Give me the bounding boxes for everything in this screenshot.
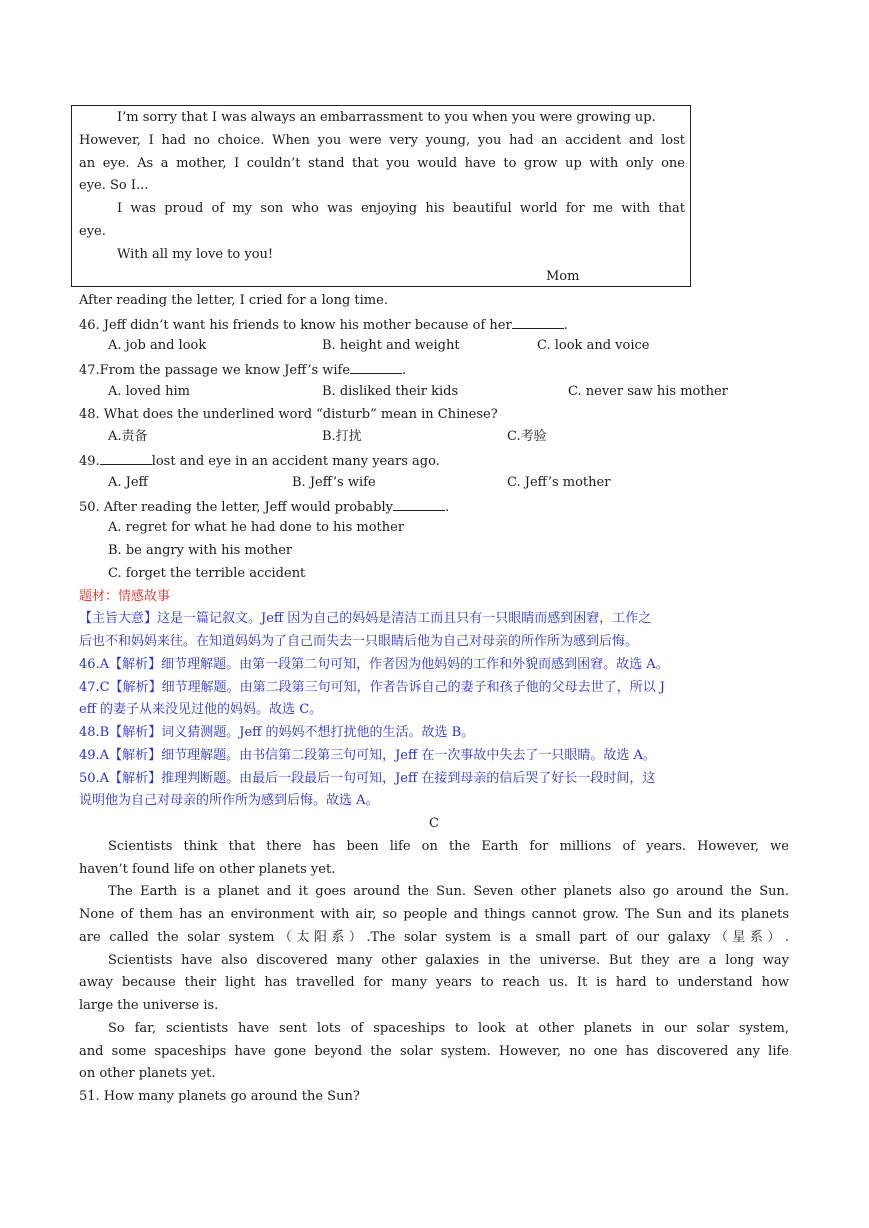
question-48: 48. What does the underlined word “disturb” mean in Chinese?	[79, 407, 498, 422]
passage-line: and some spaceships have gone beyond the solar system. However, no one has discovered any life	[79, 1044, 789, 1059]
passage-line: Scientists have also discovered many other galaxies in the universe. But they are a long way	[108, 953, 789, 968]
letter-line: an eye. As a mother, I couldn’t stand that you would have to grow up with only one	[79, 156, 685, 171]
question-stem-end: lost and eye in an accident many years ago.	[151, 454, 440, 469]
option-47-b: B. disliked their kids	[322, 384, 459, 399]
passage-line: So far, scientists have sent lots of spaceships to look at other planets in our solar system,	[108, 1021, 789, 1036]
question-stem: 49.	[79, 454, 100, 469]
letter-line: However, I had no choice. When you were very young, you had an accident and lost	[79, 133, 685, 148]
analysis-line: 【主旨大意】这是一篇记叙文。Jeff 因为自己的妈妈是清洁工而且只有一只眼睛而感到困窘，工作之	[79, 611, 652, 626]
passage-line: None of them has an environment with air, so people and things cannot grow. The Sun and its planets	[79, 907, 789, 922]
passage-line: on other planets yet.	[79, 1066, 216, 1081]
passage-line: The Earth is a planet and it goes around the Sun. Seven other planets also go around the Sun.	[108, 884, 789, 899]
letter-line: eye.	[79, 224, 106, 239]
option-46-b: B. height and weight	[322, 338, 460, 353]
option-47-a: A. loved him	[108, 384, 190, 399]
option-47-c: C. never saw his mother	[568, 384, 728, 399]
section-label: C	[429, 816, 439, 831]
question-51: 51. How many planets go around the Sun?	[79, 1089, 360, 1104]
after-letter-text: After reading the letter, I cried for a long time.	[79, 293, 388, 308]
analysis-line: eff 的妻子从来没见过他的妈妈。故选 C。	[79, 702, 323, 717]
option-49-c: C. Jeff’s mother	[507, 475, 611, 490]
analysis-line: 48.B【解析】词义猜测题。Jeff 的妈妈不想打扰他的生活。故选 B。	[79, 725, 475, 740]
analysis-line: 说明他为自己对母亲的所作所为感到后悔。故选 A。	[79, 793, 379, 808]
letter-line: I was proud of my son who was enjoying his beautiful world for me with that	[117, 201, 685, 216]
analysis-line: 50.A【解析】推理判断题。由最后一段最后一句可知，Jeff 在接到母亲的信后哭了好长一段时间，这	[79, 771, 656, 786]
analysis-line: 47.C【解析】细节理解题。由第二段第三句可知，作者告诉自己的妻子和孩子他的父母去世了，所以 J	[79, 680, 665, 695]
passage-line: Scientists think that there has been life on the Earth for millions of years. However, we	[108, 839, 789, 854]
question-stem-end: .	[402, 363, 407, 378]
question-stem: 47.From the passage we know Jeff’s wife	[79, 363, 351, 378]
answer-blank	[350, 361, 402, 374]
passage-line: away because their light has travelled for many years to reach us. It is hard to understand how	[79, 975, 789, 990]
question-47	[79, 361, 406, 379]
topic-label: 题材：情感故事	[79, 589, 171, 604]
question-50	[79, 498, 449, 516]
question-stem: 50. After reading the letter, Jeff would probably	[79, 500, 393, 515]
answer-blank	[393, 498, 445, 511]
letter-signature: Mom	[546, 269, 580, 284]
letter-line: With all my love to you!	[117, 247, 274, 262]
option-48-c: C.考验	[507, 429, 547, 444]
analysis-line: 后也不和妈妈来往。在知道妈妈为了自己而失去一只眼睛后他为自己对母亲的所作所为感到后悔。	[79, 634, 639, 649]
letter-line: I’m sorry that I was always an embarrassment to you when you were growing up.	[117, 110, 656, 125]
option-49-b: B. Jeff’s wife	[292, 475, 376, 490]
question-stem-end: .	[444, 500, 450, 515]
option-50-c: C. forget the terrible accident	[108, 566, 306, 581]
option-48-b: B.打扰	[322, 429, 362, 444]
analysis-line: 49.A【解析】细节理解题。由书信第二段第三句可知，Jeff 在一次事故中失去了一只眼睛。故选 A。	[79, 748, 656, 763]
question-stem-end: .	[563, 318, 568, 333]
option-50-a: A. regret for what he had done to his mother	[108, 520, 405, 535]
letter-line: eye. So I...	[79, 178, 149, 193]
option-48-a: A.责备	[108, 429, 148, 444]
option-50-b: B. be angry with his mother	[108, 543, 293, 558]
option-49-a: A. Jeff	[108, 475, 148, 490]
answer-blank	[100, 452, 152, 465]
question-49	[79, 452, 440, 470]
passage-line: large the universe is.	[79, 998, 219, 1013]
passage-line: haven’t found life on other planets yet.	[79, 862, 336, 877]
question-stem: 46. Jeff didn’t want his friends to know his mother because of her	[79, 318, 512, 333]
answer-blank	[512, 316, 564, 329]
analysis-line: 46.A【解析】细节理解题。由第一段第二句可知，作者因为他妈妈的工作和外貌而感到困窘。故选 A。	[79, 657, 669, 672]
passage-line: are called the solar system（太阳系）.The solar system is a small part of our galaxy（星系）.	[79, 930, 789, 945]
option-46-c: C. look and voice	[537, 338, 650, 353]
option-46-a: A. job and look	[108, 338, 207, 353]
question-46	[79, 316, 568, 334]
